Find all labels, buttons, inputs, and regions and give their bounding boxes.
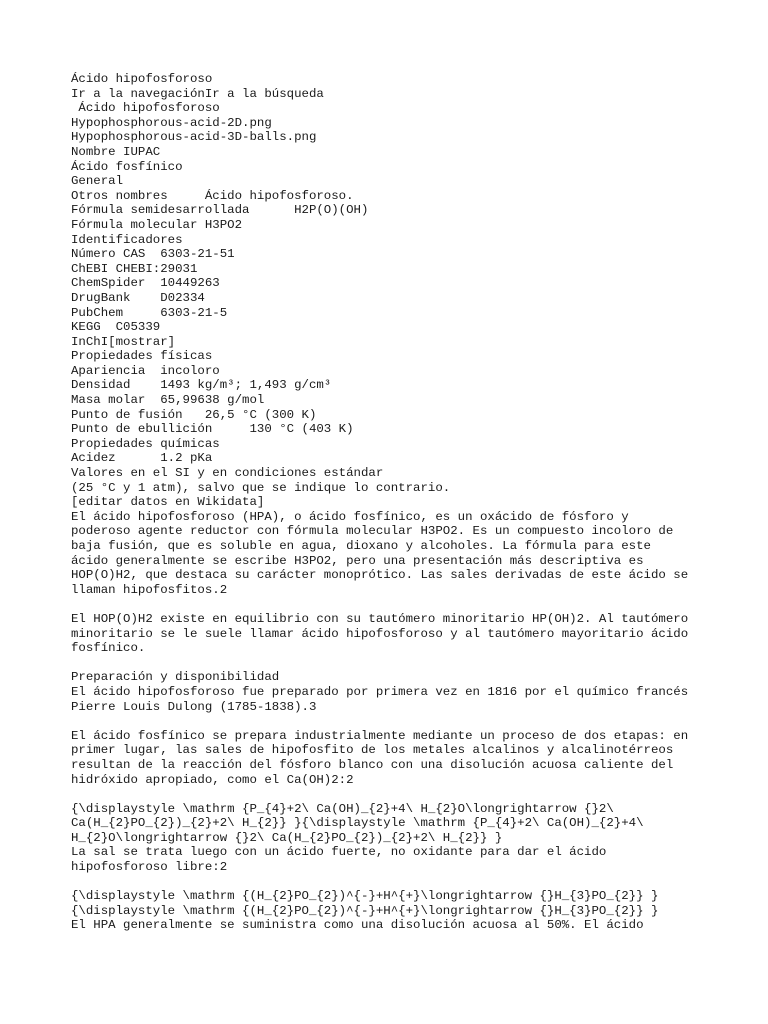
text-line: General [71, 174, 124, 189]
text-line: Propiedades físicas [71, 349, 213, 364]
text-line: Densidad 1493 kg/m³; 1,493 g/cm³ [71, 378, 332, 393]
text-line: El ácido hipofosforoso (HPA), o ácido fosfínico, es un oxácido de fósforo y [71, 509, 629, 524]
blank-line [71, 714, 761, 729]
text-line: PubChem 6303-21-5 [71, 305, 228, 320]
text-line: Acidez 1.2 pKa [71, 451, 213, 466]
text-line: Identificadores [71, 232, 183, 247]
blank-line [71, 656, 761, 671]
text-line: Hypophosphorous-acid-2D.png [71, 115, 272, 130]
text-line: Ca(H_{2}PO_{2})_{2}+2\ H_{2}} }{\displaystyle \mathrm {P_{4}+2\ Ca(OH)_{2}+4\ [71, 816, 644, 831]
text-line: (25 °C y 1 atm), salvo que se indique lo contrario. [71, 480, 451, 495]
text-line: Fórmula molecular H3PO2 [71, 217, 243, 232]
text-line: ChemSpider 10449263 [71, 276, 220, 291]
text-line: {\displaystyle \mathrm {P_{4}+2\ Ca(OH)_{2}+4\ H_{2}O\longrightarrow {}2\ [71, 801, 614, 816]
text-line: Número CAS 6303-21-51 [71, 247, 235, 262]
text-line: primer lugar, las sales de hipofosfito de los metales alcalinos y alcalinotérreos [71, 743, 674, 758]
text-line: HOP(O)H2, que destaca su carácter monoprótico. Las sales derivadas de este ácido se [71, 568, 689, 583]
text-line: Hypophosphorous-acid-3D-balls.png [71, 130, 317, 145]
blank-line [71, 597, 761, 612]
text-line: {\displaystyle \mathrm {(H_{2}PO_{2})^{-}+H^{+}\longrightarrow {}H_{3}PO_{2}} } [71, 889, 659, 904]
text-line: Otros nombres Ácido hipofosforoso. [71, 188, 354, 203]
text-line: baja fusión, que es soluble en agua, dioxano y alcoholes. La fórmula para este [71, 539, 651, 553]
text-line: hipofosforoso libre:2 [71, 860, 228, 875]
text-line: Propiedades químicas [71, 436, 220, 451]
text-line: Masa molar 65,99638 g/mol [71, 393, 265, 408]
text-line: Valores en el SI y en condiciones estándar [71, 466, 384, 481]
text-line: Ir a la navegaciónIr a la búsqueda [71, 86, 324, 101]
text-line: InChI[mostrar] [71, 334, 176, 349]
text-line: El HOP(O)H2 existe en equilibrio con su tautómero minoritario HP(OH)2. Al tautómero [71, 611, 689, 626]
text-line: minoritario se le suele llamar ácido hipofosforoso y al tautómero mayoritario ácido [71, 626, 689, 641]
text-line: Fórmula semidesarrollada H2P(O)(OH) [71, 203, 369, 218]
text-line: Ácido hipofosforoso [71, 72, 213, 86]
text-line: Punto de ebullición 130 °C (403 K) [71, 422, 354, 437]
text-line: hidróxido apropiado, como el Ca(OH)2:2 [71, 772, 354, 787]
text-line: Punto de fusión 26,5 °C (300 K) [71, 407, 317, 422]
text-line: Pierre Louis Dulong (1785-1838).3 [71, 699, 317, 714]
text-line: {\displaystyle \mathrm {(H_{2}PO_{2})^{-}+H^{+}\longrightarrow {}H_{3}PO_{2}} } [71, 903, 659, 918]
text-line: [editar datos en Wikidata] [71, 495, 265, 510]
text-line: resultan de la reacción del fósforo blanco con una disolución acuosa caliente del [71, 757, 674, 772]
text-line: llaman hipofosfitos.2 [71, 582, 228, 597]
text-line: El ácido hipofosforoso fue preparado por primera vez en 1816 por el químico francés [71, 684, 689, 699]
text-line: H_{2}O\longrightarrow {}2\ Ca(H_{2}PO_{2})_{2}+2\ H_{2}} } [71, 830, 503, 845]
text-line: KEGG C05339 [71, 320, 161, 335]
text-line: ChEBI CHEBI:29031 [71, 261, 198, 276]
text-line: Ácido fosfínico [71, 159, 183, 174]
text-line: fosfínico. [71, 641, 146, 656]
text-line: El HPA generalmente se suministra como una disolución acuosa al 50%. El ácido [71, 918, 644, 933]
text-line: Apariencia incoloro [71, 363, 220, 378]
text-line: Ácido hipofosforoso [71, 101, 220, 116]
text-line: DrugBank D02334 [71, 290, 205, 305]
text-line: La sal se trata luego con un ácido fuerte, no oxidante para dar el ácido [71, 845, 607, 860]
text-line: poderoso agente reductor con fórmula molecular H3PO2. Es un compuesto incoloro de [71, 524, 674, 539]
text-line: El ácido fosfínico se prepara industrialmente mediante un proceso de dos etapas: en [71, 728, 689, 743]
text-line: Preparación y disponibilidad [71, 670, 280, 685]
document-body [71, 72, 761, 933]
blank-line [71, 875, 761, 890]
blank-line [71, 787, 761, 802]
text-line: ácido generalmente se escribe H3PO2, pero una presentación más descriptiva es [71, 553, 644, 568]
text-line: Nombre IUPAC [71, 144, 161, 159]
